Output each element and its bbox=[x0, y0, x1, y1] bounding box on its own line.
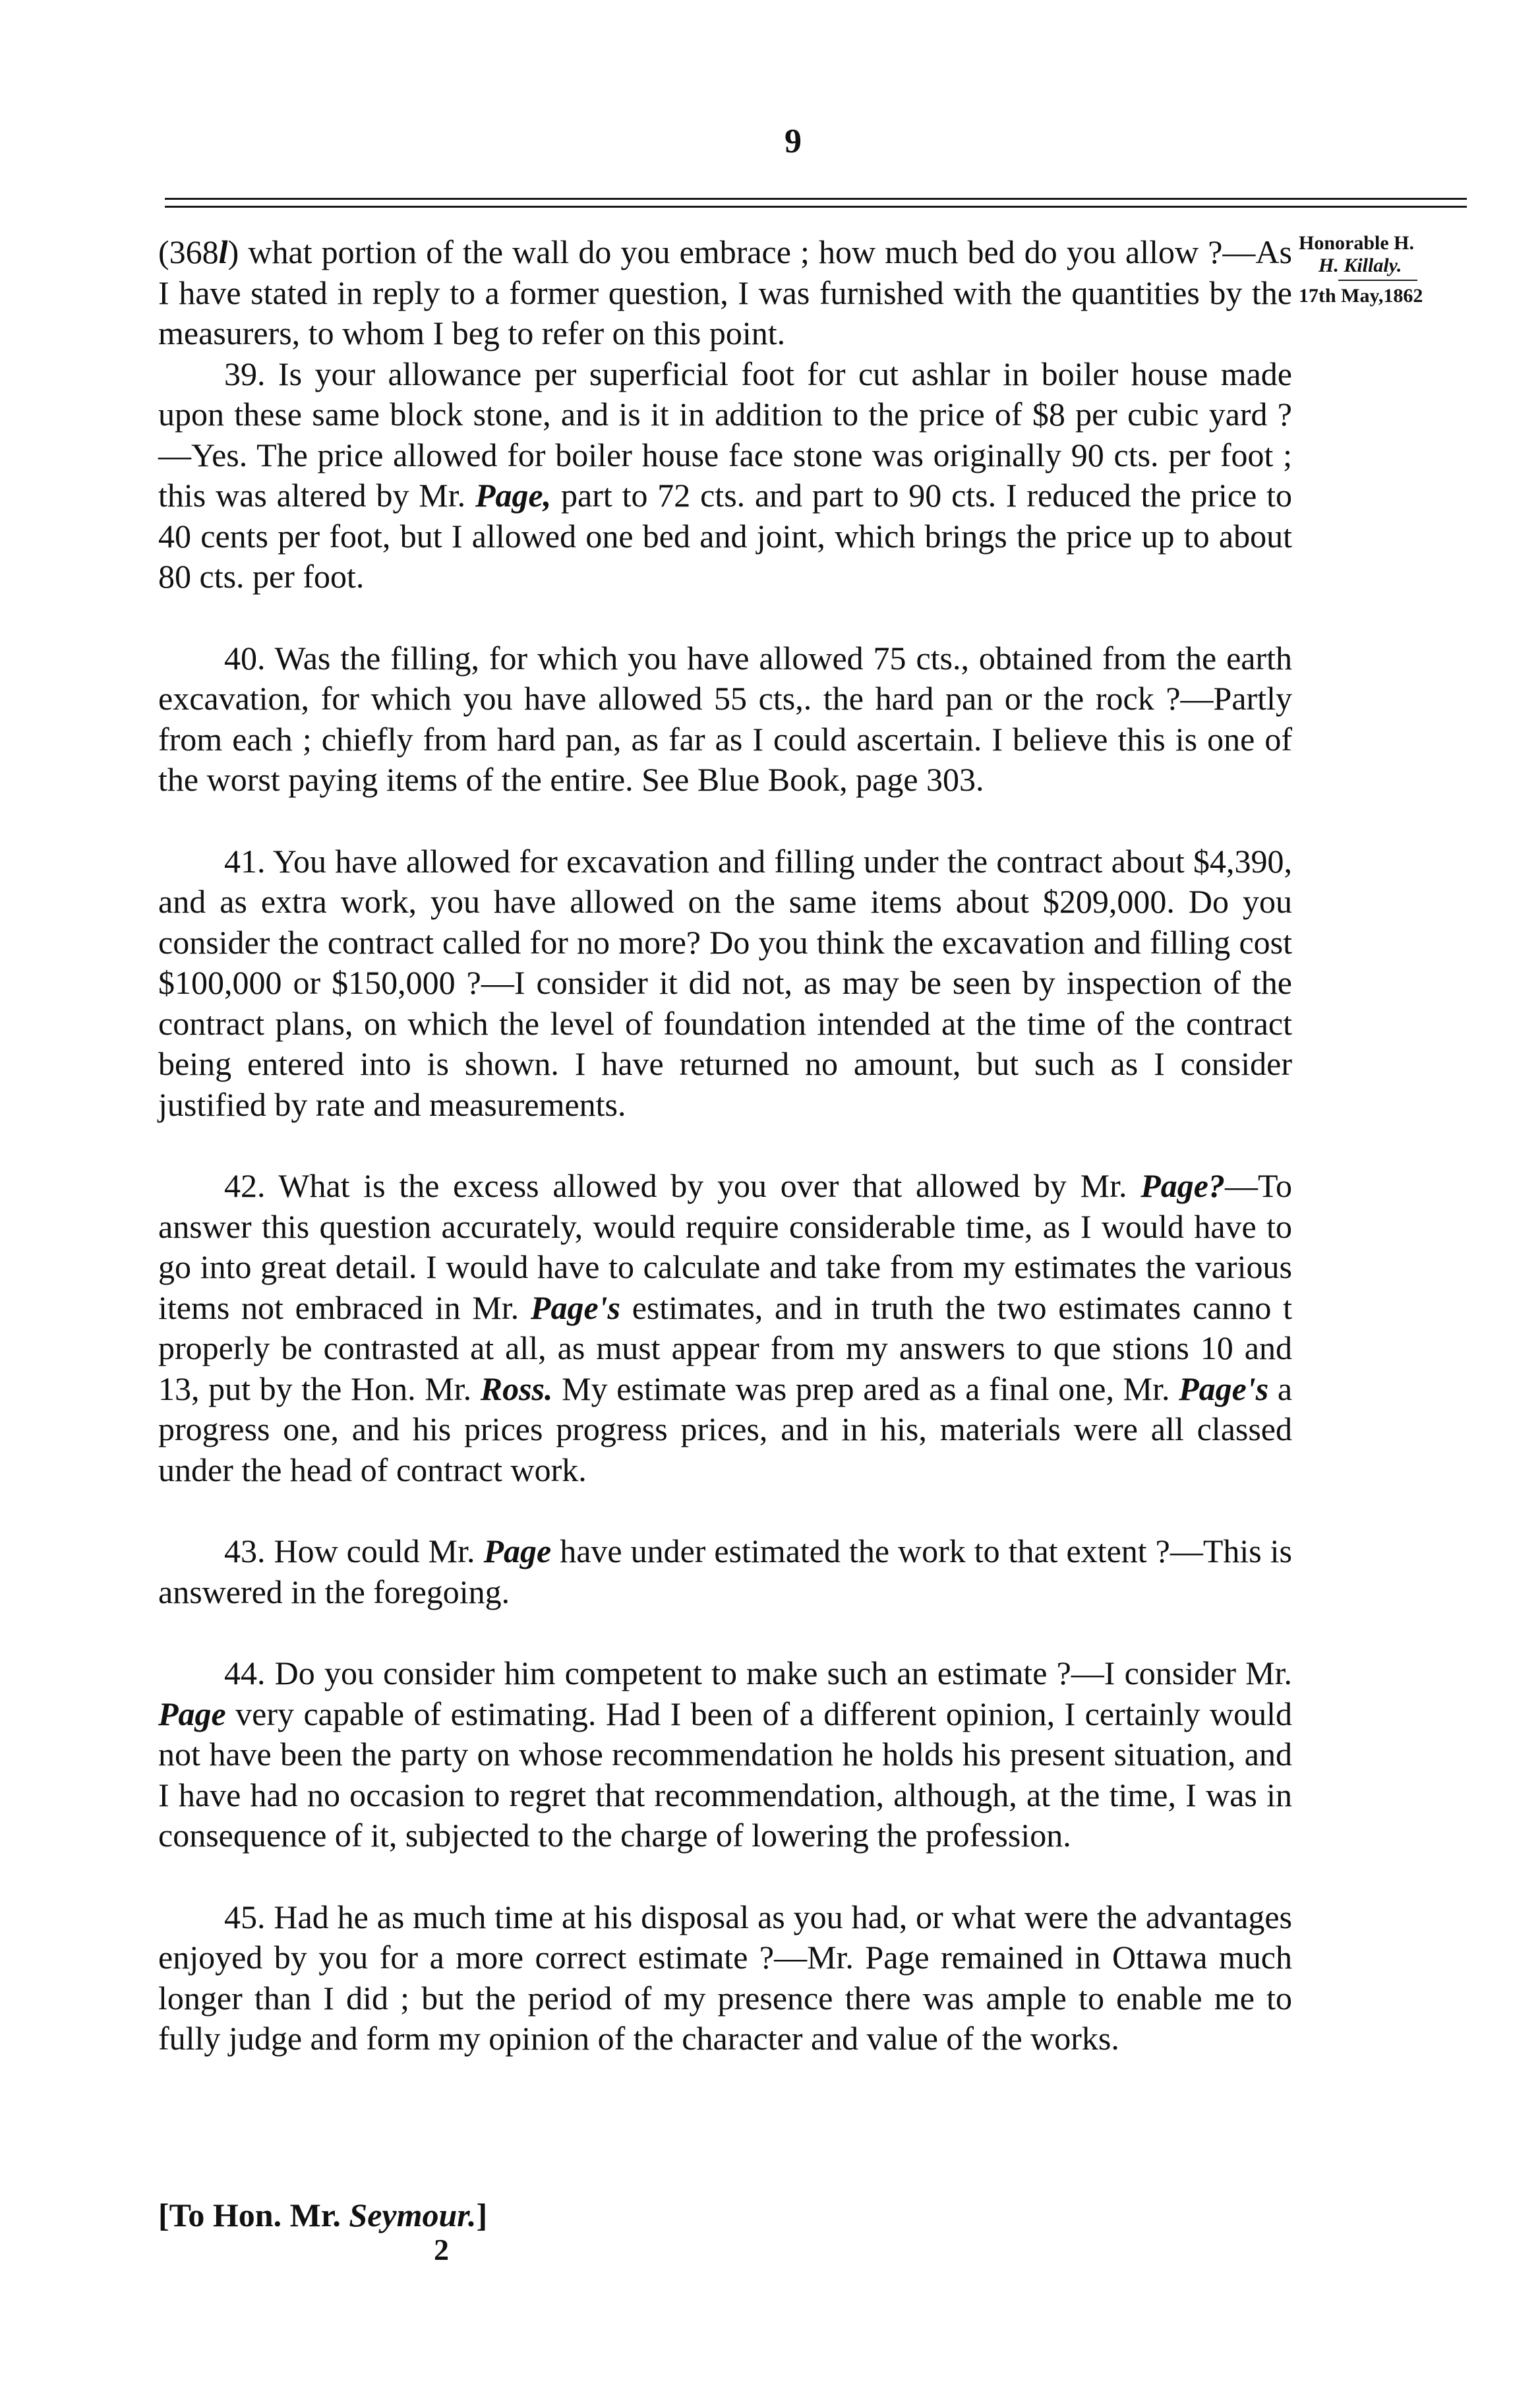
header-rule-bottom bbox=[165, 206, 1467, 208]
margin-note-name-line1: Honorable H. bbox=[1299, 232, 1415, 254]
p5-name3: Ross. bbox=[480, 1370, 553, 1407]
addressee-suffix: ] bbox=[476, 2197, 488, 2233]
paragraph-42 bbox=[158, 1166, 1292, 1490]
p5-name4: Page's bbox=[1179, 1370, 1269, 1407]
p3-text: 40. Was the filling, for which you have allowed 75 cts., obtained from the earth excavation, for which you have allowed 55 cts,. the hard pan or the rock ?—Partly from each ; chiefly from hard pan, as far as I could ascertain. I believe this is one of the worst paying items of the entire. See Blue Book, page 303. bbox=[158, 639, 1292, 798]
p7-text-after: very capable of estimating. Had I been of a different opinion, I certainly would not have been the party on whose recommendation he holds his present situation, and I have had no occasion to regret that recommendation, although, at the time, I was in consequence of it, subjected to the charge of lowering the profession. bbox=[158, 1695, 1293, 1854]
p2-text-after: part to 72 cts. and part to 90 cts. I reduced the price to 40 cents per foot, but I allowed one bed and joint, which brings the price up to about 80 cts. per foot. bbox=[158, 477, 1292, 595]
paragraph-368 bbox=[158, 232, 1292, 354]
paragraph-39 bbox=[158, 354, 1292, 597]
p1-text-after: ) what portion of the wall do you embrace ; how much bed do you allow ?—As I have stated in reply to a former question, I was furnished with the quantities by the measurers, to whom I beg to refer on this point. bbox=[158, 233, 1292, 351]
p5-name1: Page? bbox=[1140, 1167, 1225, 1204]
paragraph-40 bbox=[158, 638, 1292, 801]
p7-name: Page bbox=[158, 1695, 226, 1732]
p6-text: 43. How could Mr. bbox=[224, 1533, 475, 1569]
margin-note-date: 17th May,1862 bbox=[1299, 285, 1423, 307]
addressee-prefix: [To Hon. Mr. bbox=[158, 2197, 341, 2233]
p5-text5: a progress one, and his prices progress prices, and in his, materials were all classed under the head of contract work. bbox=[158, 1370, 1293, 1488]
p5-text2: —To answer this question accurately, would require considerable time, as I would have to go into great detail. I would have to calculate and take from my estimates the various items not embraced in Mr. bbox=[158, 1167, 1293, 1326]
p2-name: Page, bbox=[475, 477, 552, 514]
paragraph-43 bbox=[158, 1531, 1292, 1612]
header-rule-top bbox=[165, 198, 1467, 200]
margin-note bbox=[1299, 232, 1464, 307]
p1-text-before: (368 bbox=[158, 233, 219, 270]
p5-name2: Page's bbox=[530, 1289, 620, 1326]
p5-text: 42. What is the excess allowed by you over that allowed by Mr. bbox=[224, 1167, 1127, 1204]
p5-text3: estimates, and in truth the two estimates canno t properly be contrasted at all, as must appear from my answers to que stions 10 and 13, put by the Hon. Mr. bbox=[158, 1289, 1293, 1407]
text-column bbox=[158, 232, 1292, 2059]
margin-note-name-line2: H. Killaly. bbox=[1318, 255, 1402, 276]
p4-text: 41. You have allowed for excavation and filling under the contract about $4,390, and as extra work, you have allowed on the same items about $209,000. Do you consider the contract called for no more? Do you think the excavation and filling cost $100,000 or $150,000 ?—I consider it did not, as may be seen by inspection of the contract plans, on which the level of foundation intended at the time of the contract being entered into is shown. I have returned no amount, but such as I consider justified by rate and measurements. bbox=[158, 842, 1292, 1123]
p6-name: Page bbox=[483, 1533, 552, 1569]
paragraph-45 bbox=[158, 1897, 1292, 2059]
p6-text-after: have under estimated the work to that extent ?—This is answered in the foregoing. bbox=[158, 1533, 1293, 1610]
margin-note-underline bbox=[1338, 280, 1417, 281]
paragraph-41 bbox=[158, 841, 1292, 1126]
p2-text: 39. Is your allowance per superficial foot for cut ashlar in boiler house made upon these same block stone, and is it in addition to the price of $8 per cubic yard ?—Yes. The price allowed for boiler house face stone was originally 90 cts. per foot ; this was altered by Mr. bbox=[158, 355, 1292, 514]
page-number: 9 bbox=[785, 123, 802, 160]
addressee-name: Seymour. bbox=[349, 2197, 477, 2233]
signature-mark: 2 bbox=[434, 2233, 449, 2266]
paragraph-44 bbox=[158, 1653, 1292, 1856]
p5-text4: My estimate was prep ared as a final one, Mr. bbox=[562, 1370, 1170, 1407]
footer-addressee bbox=[158, 2196, 487, 2234]
p7-text: 44. Do you consider him competent to make such an estimate ?—I consider Mr. bbox=[224, 1655, 1292, 1691]
p1-ital: l bbox=[218, 233, 228, 270]
p8-text: 45. Had he as much time at his disposal as you had, or what were the advantages enjoyed by you for a more correct estimate ?—Mr. Page remained in Ottawa much longer than I did ; but the period of my presence there was ample to enable me to fully judge and form my opinion of the character and value of the works. bbox=[158, 1898, 1292, 2057]
